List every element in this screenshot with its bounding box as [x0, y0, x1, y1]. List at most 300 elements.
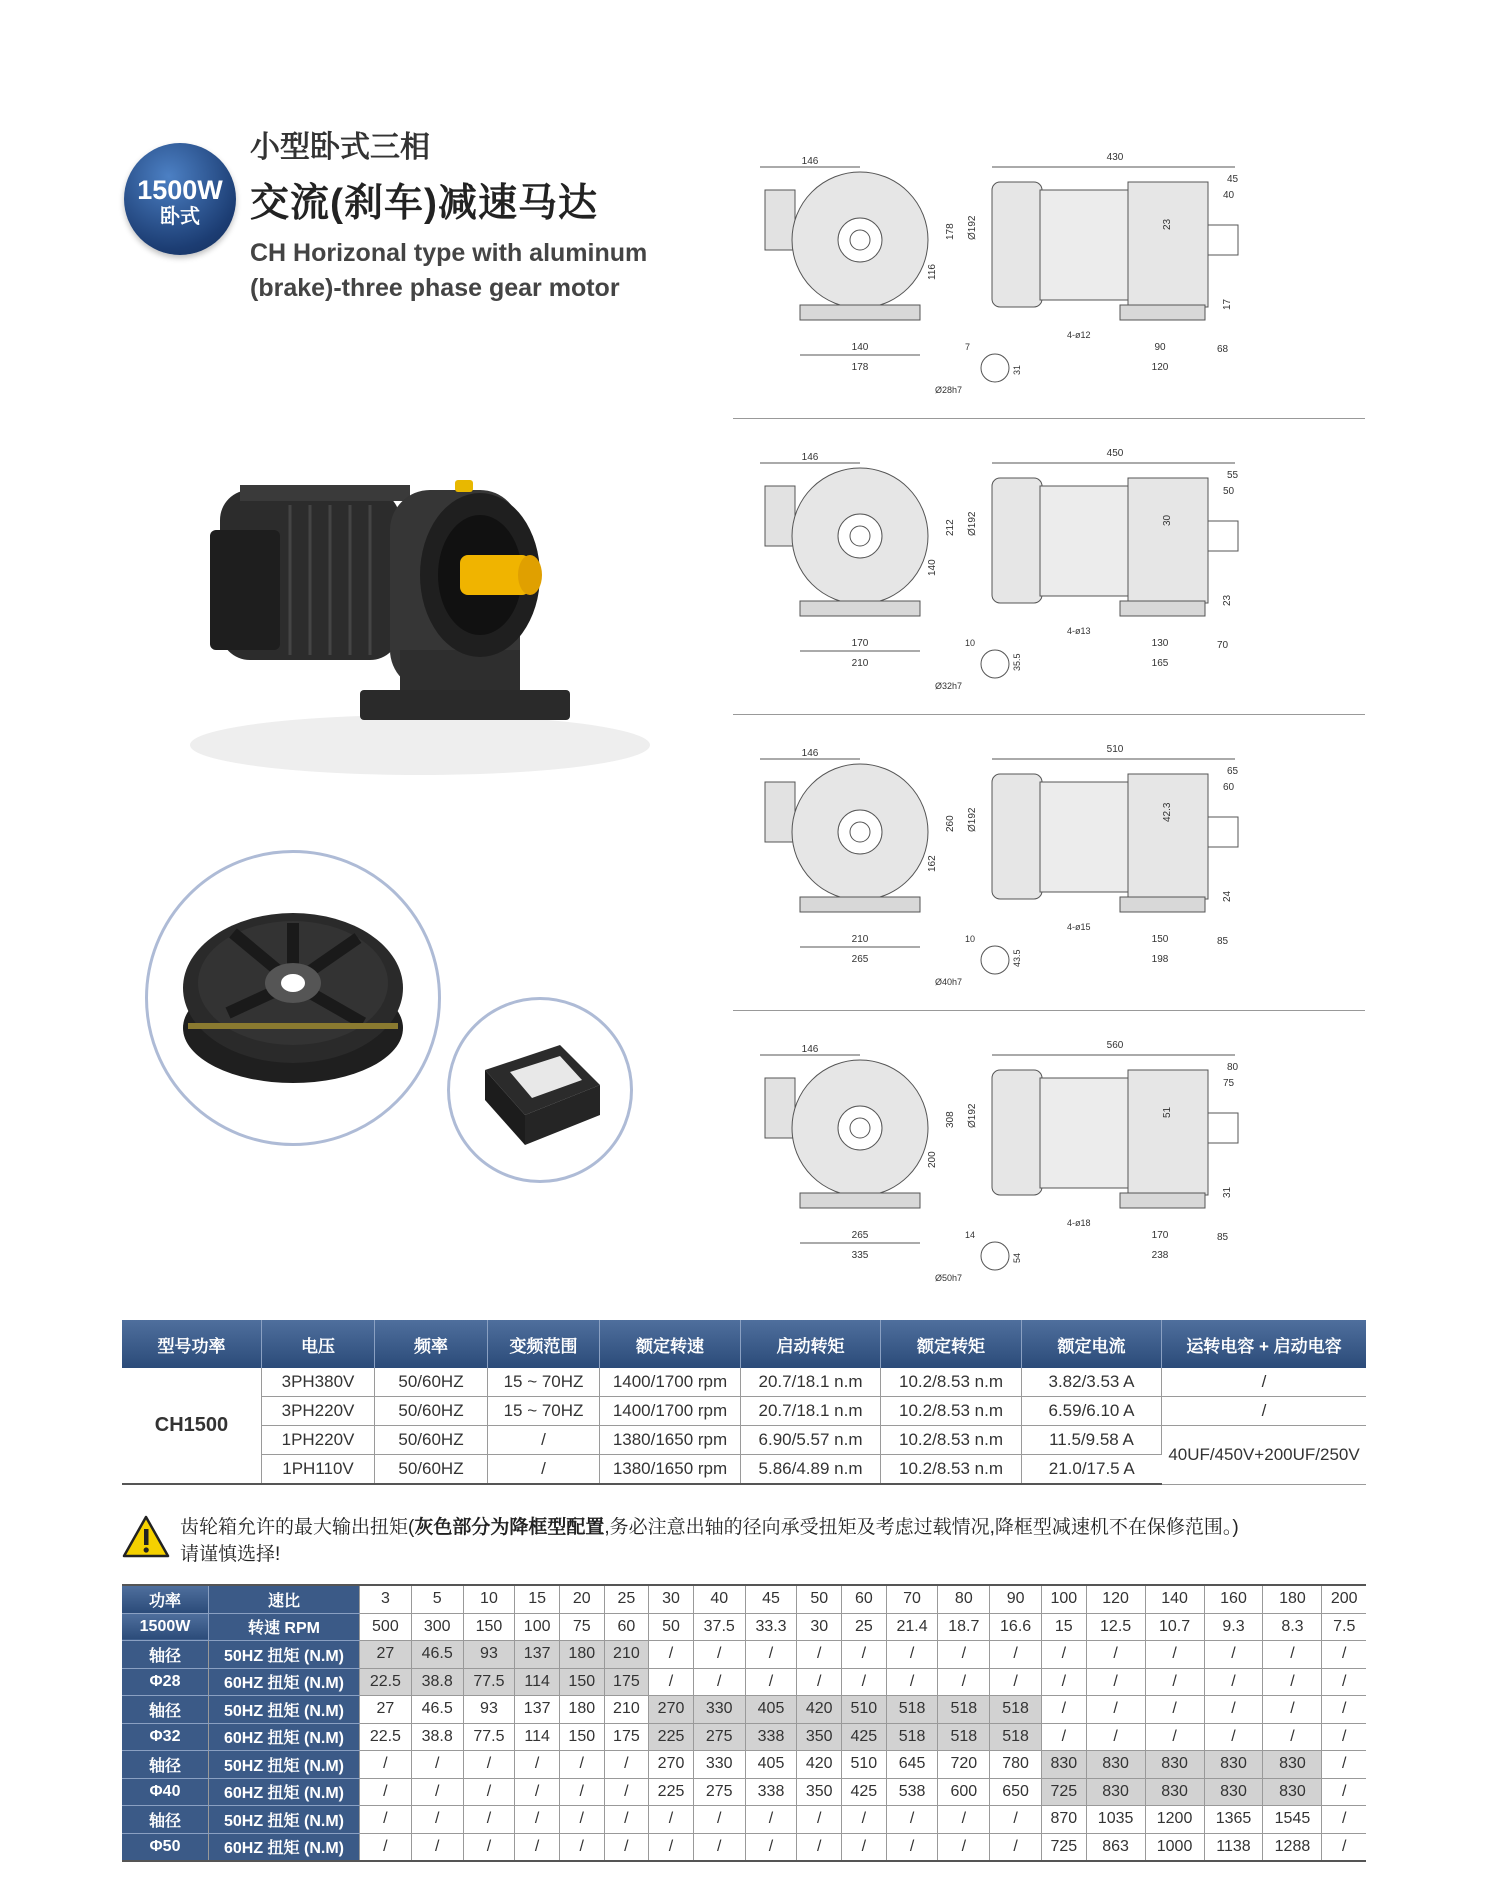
torque-cell: 720	[938, 1751, 990, 1779]
torque-row	[122, 1641, 1366, 1669]
torque-cell: /	[1322, 1778, 1366, 1806]
torque-cell: 650	[990, 1778, 1042, 1806]
torque-cell: /	[515, 1806, 560, 1834]
torque-row-name: 50HZ 扭矩 (N.M)	[209, 1806, 360, 1834]
title-en-line2: (brake)-three phase gear motor	[250, 274, 620, 302]
dim-shaft-length: 80	[1227, 1062, 1239, 1073]
dim-shaft: Ø28h7	[935, 385, 963, 395]
torque-cell: /	[1042, 1696, 1087, 1724]
torque-cell: 830	[1263, 1751, 1322, 1779]
front-view-shaft	[850, 526, 870, 546]
dim-flange: 146	[801, 748, 819, 759]
torque-cell: /	[360, 1751, 412, 1779]
torque-ratio-cell: 200	[1322, 1585, 1366, 1613]
dim-center: 116	[927, 264, 938, 280]
drawing-separator	[733, 714, 1365, 715]
spec-cell: 10.2/8.53 n.m	[881, 1368, 1022, 1397]
torque-ratio-cell: 120	[1086, 1585, 1145, 1613]
torque-shaft-label: Φ50	[122, 1833, 209, 1861]
spec-cell: 40UF/450V+200UF/250V	[1162, 1426, 1367, 1485]
dim-key: 10	[965, 638, 976, 648]
dim-dia: Ø192	[967, 1103, 978, 1128]
torque-cell: /	[693, 1806, 745, 1834]
spec-cell: 1400/1700 rpm	[600, 1397, 741, 1426]
torque-cell: 405	[745, 1696, 797, 1724]
spec-header: 电压	[262, 1320, 375, 1368]
warning-icon	[122, 1514, 170, 1560]
torque-cell: 1200	[1145, 1806, 1204, 1834]
spec-cell: /	[1162, 1368, 1367, 1397]
dim-holes: 4-ø12	[1067, 330, 1091, 340]
torque-cell: 210	[604, 1696, 649, 1724]
torque-cell: 830	[1204, 1751, 1263, 1779]
torque-cell: 518	[990, 1696, 1042, 1724]
torque-cell: /	[990, 1833, 1042, 1861]
torque-cell: /	[649, 1641, 694, 1669]
torque-cell: 27	[360, 1696, 412, 1724]
torque-ratio-cell: 25	[604, 1585, 649, 1613]
torque-ratio-cell: 140	[1145, 1585, 1204, 1613]
dim-base1: 210	[851, 934, 869, 945]
torque-cell: 1365	[1204, 1806, 1263, 1834]
torque-rpm-row	[122, 1613, 1366, 1641]
dim-center: 200	[927, 1151, 938, 1168]
spec-cell: 50/60HZ	[375, 1426, 488, 1455]
rectifier-image	[447, 997, 633, 1183]
torque-row	[122, 1751, 1366, 1779]
torque-cell: /	[515, 1778, 560, 1806]
dim-total: 510	[1106, 744, 1124, 755]
torque-cell: /	[745, 1641, 797, 1669]
title-en	[250, 236, 710, 306]
torque-cell: 830	[1145, 1778, 1204, 1806]
torque-cell: 830	[1042, 1751, 1087, 1779]
torque-rpm-cell: 50	[649, 1613, 694, 1641]
torque-cell: 270	[649, 1751, 694, 1779]
dim-base2: 178	[851, 362, 869, 373]
torque-cell: /	[1086, 1723, 1145, 1751]
dim-key: 10	[965, 934, 976, 944]
torque-cell: 600	[938, 1778, 990, 1806]
side-view-motor	[992, 182, 1042, 307]
shaft-section	[981, 1242, 1009, 1270]
torque-cell: /	[938, 1668, 990, 1696]
spec-row	[122, 1426, 1366, 1455]
dim-keyh: 43.5	[1012, 949, 1022, 967]
torque-cell: /	[842, 1668, 887, 1696]
torque-cell: 77.5	[463, 1723, 515, 1751]
torque-cell: 510	[842, 1696, 887, 1724]
torque-cell: /	[1263, 1641, 1322, 1669]
torque-cell: /	[797, 1668, 842, 1696]
torque-rpm-cell: 25	[842, 1613, 887, 1641]
torque-cell: 338	[745, 1778, 797, 1806]
side-view-fins	[1040, 190, 1130, 300]
torque-cell: /	[1322, 1751, 1366, 1779]
torque-cell: /	[360, 1806, 412, 1834]
torque-cell: /	[649, 1806, 694, 1834]
spec-cell: /	[488, 1455, 600, 1485]
torque-cell: /	[559, 1778, 604, 1806]
side-view-foot	[1120, 305, 1205, 320]
side-view-motor	[992, 774, 1042, 899]
torque-cell: 93	[463, 1641, 515, 1669]
dim-flange: 146	[801, 1044, 819, 1055]
warning-text	[180, 1514, 1370, 1568]
spec-cell: 5.86/4.89 n.m	[741, 1455, 881, 1485]
terminal-box	[765, 1078, 795, 1138]
torque-cell: /	[1322, 1641, 1366, 1669]
spec-row	[122, 1397, 1366, 1426]
spec-row	[122, 1368, 1366, 1397]
torque-cell: /	[1322, 1833, 1366, 1861]
torque-row	[122, 1833, 1366, 1861]
dimension-drawings	[735, 140, 1365, 1290]
torque-cell: /	[604, 1778, 649, 1806]
dim-base1: 265	[851, 1230, 869, 1241]
torque-shaft-label: 轴径	[122, 1751, 209, 1779]
torque-cell: 420	[797, 1696, 842, 1724]
spec-cell: 3.82/3.53 A	[1022, 1368, 1162, 1397]
torque-row-name: 60HZ 扭矩 (N.M)	[209, 1723, 360, 1751]
terminal-box	[765, 782, 795, 842]
torque-cell: /	[886, 1668, 938, 1696]
torque-cell: 46.5	[411, 1641, 463, 1669]
torque-cell: 780	[990, 1751, 1042, 1779]
torque-cell: /	[604, 1806, 649, 1834]
torque-cell: 830	[1263, 1778, 1322, 1806]
torque-cell: /	[1086, 1641, 1145, 1669]
torque-cell: 725	[1042, 1833, 1087, 1861]
torque-ratio-cell: 90	[990, 1585, 1042, 1613]
torque-rpm-cell: 16.6	[990, 1613, 1042, 1641]
torque-cell: /	[463, 1751, 515, 1779]
torque-cell: 830	[1145, 1751, 1204, 1779]
torque-cell: /	[411, 1806, 463, 1834]
spec-cell: 1380/1650 rpm	[600, 1455, 741, 1485]
torque-ratio-row	[122, 1585, 1366, 1613]
torque-cell: 830	[1204, 1778, 1263, 1806]
dim-total: 560	[1106, 1040, 1124, 1051]
front-view-foot	[800, 601, 920, 616]
torque-ratio-cell: 50	[797, 1585, 842, 1613]
side-view-motor	[992, 478, 1042, 603]
dim-foot1: 90	[1154, 342, 1166, 353]
side-view-gearbox	[1128, 478, 1208, 603]
shaft-section	[981, 650, 1009, 678]
warning-post: ,务必注意出轴的径向承受扭矩及考虑过载情况,降框型减速机不在保修范围。)	[604, 1517, 1239, 1538]
torque-ratio-cell: 60	[842, 1585, 887, 1613]
torque-cell: /	[745, 1833, 797, 1861]
torque-cell: 22.5	[360, 1723, 412, 1751]
side-view-motor	[992, 1070, 1042, 1195]
torque-rpm-cell: 21.4	[886, 1613, 938, 1641]
torque-cell: 275	[693, 1778, 745, 1806]
side-view-fins	[1040, 1078, 1130, 1188]
torque-cell: 175	[604, 1668, 649, 1696]
dim-foot2: 120	[1151, 362, 1169, 373]
torque-rpm-cell: 60	[604, 1613, 649, 1641]
torque-cell: 137	[515, 1696, 560, 1724]
torque-cell: 830	[1086, 1751, 1145, 1779]
torque-cell: 330	[693, 1696, 745, 1724]
torque-cell: 538	[886, 1778, 938, 1806]
warning-pre: 齿轮箱允许的最大输出扭矩(	[180, 1517, 415, 1538]
torque-cell: 1288	[1263, 1833, 1322, 1861]
terminal-box	[765, 190, 795, 250]
torque-cell: /	[886, 1833, 938, 1861]
torque-cell: 518	[938, 1696, 990, 1724]
torque-row	[122, 1778, 1366, 1806]
dim-foot2: 165	[1151, 658, 1169, 669]
torque-cell: 275	[693, 1723, 745, 1751]
dim-c1: 23	[1162, 218, 1173, 230]
torque-cell: /	[463, 1778, 515, 1806]
spec-cell: 6.90/5.57 n.m	[741, 1426, 881, 1455]
dim-shaft: Ø32h7	[935, 681, 963, 691]
torque-cell: 518	[886, 1696, 938, 1724]
dim-base2: 265	[851, 954, 869, 965]
dim-base2: 335	[851, 1250, 869, 1261]
torque-rpm-cell: 10.7	[1145, 1613, 1204, 1641]
torque-cell: 46.5	[411, 1696, 463, 1724]
spec-cell: 15 ~ 70HZ	[488, 1368, 600, 1397]
torque-shaft-label: 轴径	[122, 1641, 209, 1669]
torque-cell: /	[1322, 1806, 1366, 1834]
torque-cell: /	[1204, 1668, 1263, 1696]
torque-cell: /	[559, 1806, 604, 1834]
dim-height: 260	[945, 815, 956, 832]
spec-header: 型号功率	[122, 1320, 262, 1368]
torque-shaft-label: 轴径	[122, 1696, 209, 1724]
torque-cell: 137	[515, 1641, 560, 1669]
torque-cell: /	[797, 1641, 842, 1669]
spec-cell: 20.7/18.1 n.m	[741, 1397, 881, 1426]
torque-cell: /	[745, 1668, 797, 1696]
torque-ratio-cell: 30	[649, 1585, 694, 1613]
dim-c2: 31	[1222, 1186, 1233, 1198]
torque-cell: /	[515, 1751, 560, 1779]
torque-cell: /	[886, 1641, 938, 1669]
torque-ratio-cell: 3	[360, 1585, 412, 1613]
torque-row	[122, 1668, 1366, 1696]
torque-cell: /	[1042, 1723, 1087, 1751]
torque-header-power-value: 1500W	[122, 1613, 209, 1641]
brake-disc-image	[145, 850, 441, 1146]
dim-shaft-length: 65	[1227, 766, 1239, 777]
torque-ratio-cell: 10	[463, 1585, 515, 1613]
torque-shaft-label: Φ40	[122, 1778, 209, 1806]
torque-cell: 38.8	[411, 1723, 463, 1751]
dim-c1: 30	[1162, 514, 1173, 526]
torque-cell: 38.8	[411, 1668, 463, 1696]
torque-cell: 225	[649, 1778, 694, 1806]
shaft-section	[981, 354, 1009, 382]
torque-cell: /	[463, 1833, 515, 1861]
torque-cell: 270	[649, 1696, 694, 1724]
terminal-box	[765, 486, 795, 546]
dim-offset: 68	[1217, 344, 1229, 355]
spec-cell: 6.59/6.10 A	[1022, 1397, 1162, 1426]
spec-header: 额定转速	[600, 1320, 741, 1368]
torque-cell: /	[1322, 1723, 1366, 1751]
side-view-gearbox	[1128, 182, 1208, 307]
torque-ratio-cell: 45	[745, 1585, 797, 1613]
torque-cell: /	[990, 1806, 1042, 1834]
spec-header: 启动转矩	[741, 1320, 881, 1368]
torque-table	[122, 1584, 1366, 1862]
torque-cell: 350	[797, 1778, 842, 1806]
torque-cell: 518	[938, 1723, 990, 1751]
torque-cell: /	[411, 1833, 463, 1861]
front-view-shaft	[850, 1118, 870, 1138]
torque-cell: 425	[842, 1723, 887, 1751]
torque-cell: /	[360, 1778, 412, 1806]
dim-shaft-length: 55	[1227, 470, 1239, 481]
spec-cell: 1PH220V	[262, 1426, 375, 1455]
torque-cell: /	[463, 1806, 515, 1834]
dim-height: 212	[945, 519, 956, 536]
spec-header: 频率	[375, 1320, 488, 1368]
dim-key: 7	[965, 342, 971, 352]
spec-cell: 10.2/8.53 n.m	[881, 1426, 1022, 1455]
dim-holes: 4-ø13	[1067, 626, 1091, 636]
dim-c1: 51	[1162, 1106, 1173, 1118]
dim-key-length: 60	[1223, 782, 1235, 793]
dim-total: 430	[1106, 152, 1124, 163]
torque-cell: /	[1263, 1696, 1322, 1724]
dim-shaft: Ø50h7	[935, 1273, 963, 1283]
dim-offset: 85	[1217, 936, 1229, 947]
torque-cell: 725	[1042, 1778, 1087, 1806]
dim-base2: 210	[851, 658, 869, 669]
side-view-gearbox	[1128, 1070, 1208, 1195]
torque-cell: 77.5	[463, 1668, 515, 1696]
gear-motor-image	[180, 460, 670, 780]
side-view-fins	[1040, 782, 1130, 892]
torque-cell: /	[1204, 1641, 1263, 1669]
torque-header-rpm: 转速 RPM	[209, 1613, 360, 1641]
torque-cell: 27	[360, 1641, 412, 1669]
spec-header-row	[122, 1320, 1366, 1368]
torque-cell: /	[649, 1833, 694, 1861]
dim-key-length: 75	[1223, 1078, 1235, 1089]
badge-power: 1500W	[137, 175, 223, 205]
torque-cell: /	[842, 1806, 887, 1834]
side-view-foot	[1120, 601, 1205, 616]
torque-cell: /	[1204, 1696, 1263, 1724]
torque-cell: /	[938, 1806, 990, 1834]
torque-cell: 518	[886, 1723, 938, 1751]
torque-row	[122, 1806, 1366, 1834]
torque-cell: 420	[797, 1751, 842, 1779]
torque-cell: /	[797, 1833, 842, 1861]
spec-table	[122, 1320, 1366, 1485]
torque-rpm-cell: 12.5	[1086, 1613, 1145, 1641]
torque-cell: 870	[1042, 1806, 1087, 1834]
torque-rpm-cell: 37.5	[693, 1613, 745, 1641]
torque-cell: 510	[842, 1751, 887, 1779]
front-view-shaft	[850, 230, 870, 250]
torque-cell: 180	[559, 1641, 604, 1669]
torque-cell: 350	[797, 1723, 842, 1751]
torque-cell: 175	[604, 1723, 649, 1751]
spec-header: 变频范围	[488, 1320, 600, 1368]
dim-c1: 42.3	[1162, 802, 1173, 822]
dim-center: 162	[927, 855, 938, 872]
torque-cell: /	[886, 1806, 938, 1834]
title-en-line1: CH Horizonal type with aluminum	[250, 239, 648, 267]
spec-cell: 1380/1650 rpm	[600, 1426, 741, 1455]
torque-shaft-label: 轴径	[122, 1806, 209, 1834]
dim-c2: 17	[1222, 298, 1233, 310]
torque-ratio-cell: 180	[1263, 1585, 1322, 1613]
side-view-shaft	[1208, 817, 1238, 847]
torque-cell: /	[1086, 1696, 1145, 1724]
torque-cell: 114	[515, 1723, 560, 1751]
torque-ratio-cell: 70	[886, 1585, 938, 1613]
side-view-gearbox	[1128, 774, 1208, 899]
torque-ratio-cell: 80	[938, 1585, 990, 1613]
spec-header: 额定转矩	[881, 1320, 1022, 1368]
dim-base1: 140	[851, 342, 869, 353]
warning-line2: 请谨慎选择!	[180, 1544, 281, 1565]
dim-key: 14	[965, 1230, 976, 1240]
torque-cell: /	[693, 1668, 745, 1696]
torque-cell: /	[938, 1833, 990, 1861]
torque-cell: 210	[604, 1641, 649, 1669]
torque-cell: 114	[515, 1668, 560, 1696]
warning-bold: 灰色部分为降框型配置	[414, 1517, 605, 1538]
dim-dia: Ø192	[967, 511, 978, 536]
dim-foot1: 170	[1151, 1230, 1169, 1241]
torque-rpm-cell: 100	[515, 1613, 560, 1641]
torque-cell: 180	[559, 1696, 604, 1724]
torque-cell: /	[1263, 1723, 1322, 1751]
dim-keyh: 31	[1012, 364, 1022, 375]
torque-cell: 330	[693, 1751, 745, 1779]
spec-cell: 50/60HZ	[375, 1455, 488, 1485]
torque-row-name: 50HZ 扭矩 (N.M)	[209, 1751, 360, 1779]
torque-cell: /	[1145, 1723, 1204, 1751]
torque-row-name: 50HZ 扭矩 (N.M)	[209, 1641, 360, 1669]
torque-rpm-cell: 9.3	[1204, 1613, 1263, 1641]
dim-shaft: Ø40h7	[935, 977, 963, 987]
dim-dia: Ø192	[967, 807, 978, 832]
torque-cell: /	[1145, 1696, 1204, 1724]
torque-cell: /	[1086, 1668, 1145, 1696]
torque-rpm-cell: 7.5	[1322, 1613, 1366, 1641]
torque-cell: /	[1042, 1668, 1087, 1696]
spec-cell: /	[1162, 1397, 1367, 1426]
dim-keyh: 54	[1012, 1252, 1022, 1263]
torque-rpm-cell: 30	[797, 1613, 842, 1641]
title-cn-line1: 小型卧式三相	[250, 131, 430, 164]
side-view-shaft	[1208, 521, 1238, 551]
spec-cell: 1PH110V	[262, 1455, 375, 1485]
spec-header: 运转电容 + 启动电容	[1162, 1320, 1367, 1368]
torque-cell: 518	[990, 1723, 1042, 1751]
front-view-foot	[800, 897, 920, 912]
dim-offset: 85	[1217, 1232, 1229, 1243]
title-cn-line2: 交流(刹车)减速马达	[250, 182, 598, 225]
torque-cell: /	[360, 1833, 412, 1861]
side-view-fins	[1040, 486, 1130, 596]
spec-header: 额定电流	[1022, 1320, 1162, 1368]
front-view-foot	[800, 1193, 920, 1208]
torque-cell: 405	[745, 1751, 797, 1779]
torque-ratio-cell: 100	[1042, 1585, 1087, 1613]
